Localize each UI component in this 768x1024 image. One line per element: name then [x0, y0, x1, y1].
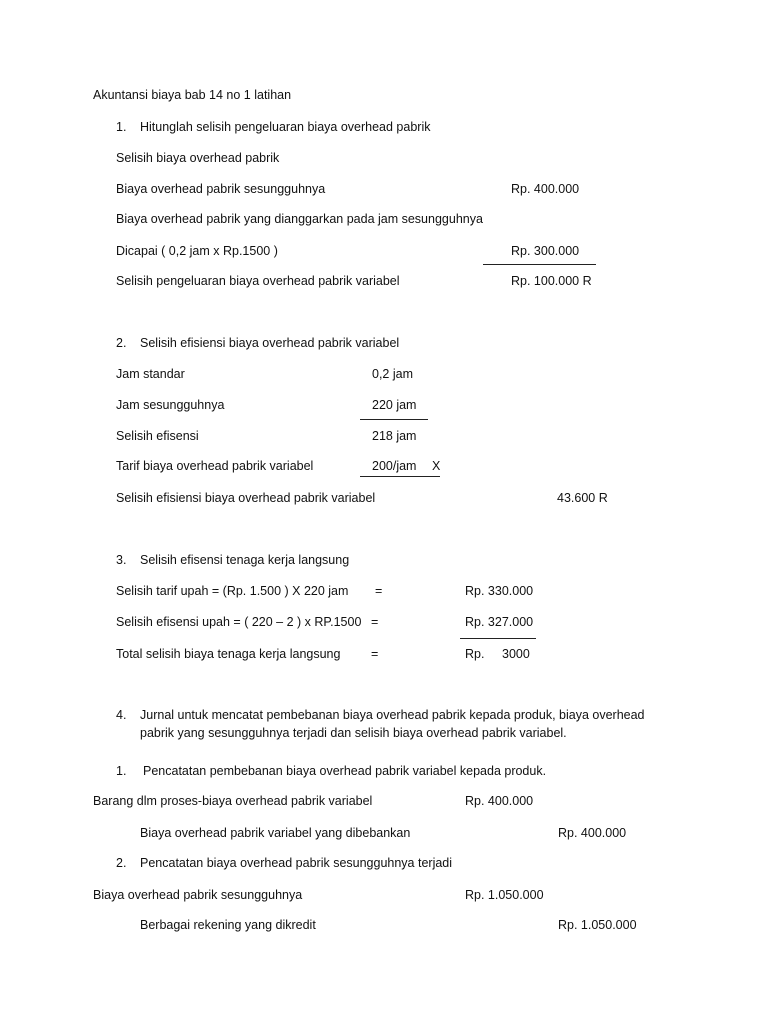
s2-row1-label: Jam standar: [116, 367, 185, 381]
s2-row4-value: 200/jam: [372, 459, 417, 473]
s3-row3-label: Total selisih biaya tenaga kerja langsung: [116, 647, 341, 661]
journal-1-credit-value: Rp. 400.000: [558, 826, 627, 840]
journal-2-debit-label: Biaya overhead pabrik sesungguhnya: [93, 888, 303, 902]
s2-product-rule: [360, 476, 440, 477]
s1-row4-label: Selisih pengeluaran biaya overhead pabrik variabel: [116, 274, 400, 288]
journal-1-credit-label: Biaya overhead pabrik variabel yang dibebankan: [140, 826, 411, 840]
s2-row5-value: 43.600 R: [557, 491, 608, 505]
s3-subtotal-rule: [460, 638, 536, 639]
journal-2-heading: Pencatatan biaya overhead pabrik sesungguhnya terjadi: [140, 856, 453, 870]
s3-row1-label: Selisih tarif upah = (Rp. 1.500 ) X 220 jam: [116, 584, 349, 598]
s2-row2-label: Jam sesungguhnya: [116, 398, 225, 412]
section-3-number: 3.: [116, 553, 127, 567]
section-4-number: 4.: [116, 708, 127, 722]
s2-row3-label: Selisih efisensi: [116, 429, 199, 443]
journal-2-number: 2.: [116, 856, 127, 870]
section-1-heading: Hitunglah selisih pengeluaran biaya overhead pabrik: [140, 120, 431, 134]
page-title: Akuntansi biaya bab 14 no 1 latihan: [93, 88, 292, 102]
section-2-heading: Selisih efisiensi biaya overhead pabrik variabel: [140, 336, 400, 350]
journal-1-debit-value: Rp. 400.000: [465, 794, 534, 808]
s2-row1-value: 0,2 jam: [372, 367, 413, 381]
s2-row3-value: 218 jam: [372, 429, 417, 443]
s2-subtotal-rule: [360, 419, 428, 420]
s2-row4-label: Tarif biaya overhead pabrik variabel: [116, 459, 314, 473]
s3-row2-equals: =: [371, 615, 379, 629]
s3-row3-equals: =: [371, 647, 379, 661]
journal-1-number: 1.: [116, 764, 127, 778]
s1-row3-label: Dicapai ( 0,2 jam x Rp.1500 ): [116, 244, 278, 258]
s3-row3-currency: Rp.: [465, 647, 485, 661]
section-4-line1: Jurnal untuk mencatat pembebanan biaya overhead pabrik kepada produk, biaya overhead: [140, 708, 645, 722]
s1-subtotal-rule: [483, 264, 596, 265]
section-3-heading: Selisih efisensi tenaga kerja langsung: [140, 553, 350, 567]
section-2-number: 2.: [116, 336, 127, 350]
s2-multiply-sign: X: [432, 459, 441, 473]
s2-row5-label: Selisih efisiensi biaya overhead pabrik variabel: [116, 491, 376, 505]
journal-2-credit-value: Rp. 1.050.000: [558, 918, 637, 932]
s1-row4-value: Rp. 100.000 R: [511, 274, 592, 288]
journal-2-credit-label: Berbagai rekening yang dikredit: [140, 918, 316, 932]
s1-row1-value: Rp. 400.000: [511, 182, 580, 196]
section-1-number: 1.: [116, 120, 127, 134]
s3-row2-label: Selisih efisensi upah = ( 220 – 2 ) x RP.1500: [116, 615, 362, 629]
section-1-subheading: Selisih biaya overhead pabrik: [116, 151, 280, 165]
journal-1-heading: Pencatatan pembebanan biaya overhead pabrik variabel kepada produk.: [143, 764, 547, 778]
journal-2-debit-value: Rp. 1.050.000: [465, 888, 544, 902]
s3-row1-value: Rp. 330.000: [465, 584, 534, 598]
section-4-line2: pabrik yang sesungguhnya terjadi dan selisih biaya overhead pabrik variabel.: [140, 726, 567, 740]
journal-1-debit-label: Barang dlm proses-biaya overhead pabrik variabel: [93, 794, 373, 808]
s2-row2-value: 220 jam: [372, 398, 417, 412]
s3-row3-value: 3000: [502, 647, 530, 661]
s3-row2-value: Rp. 327.000: [465, 615, 534, 629]
s3-row1-equals: =: [375, 584, 383, 598]
s1-row1-label: Biaya overhead pabrik sesungguhnya: [116, 182, 326, 196]
s1-row2-label: Biaya overhead pabrik yang dianggarkan pada jam sesungguhnya: [116, 212, 483, 226]
s1-row3-value: Rp. 300.000: [511, 244, 580, 258]
